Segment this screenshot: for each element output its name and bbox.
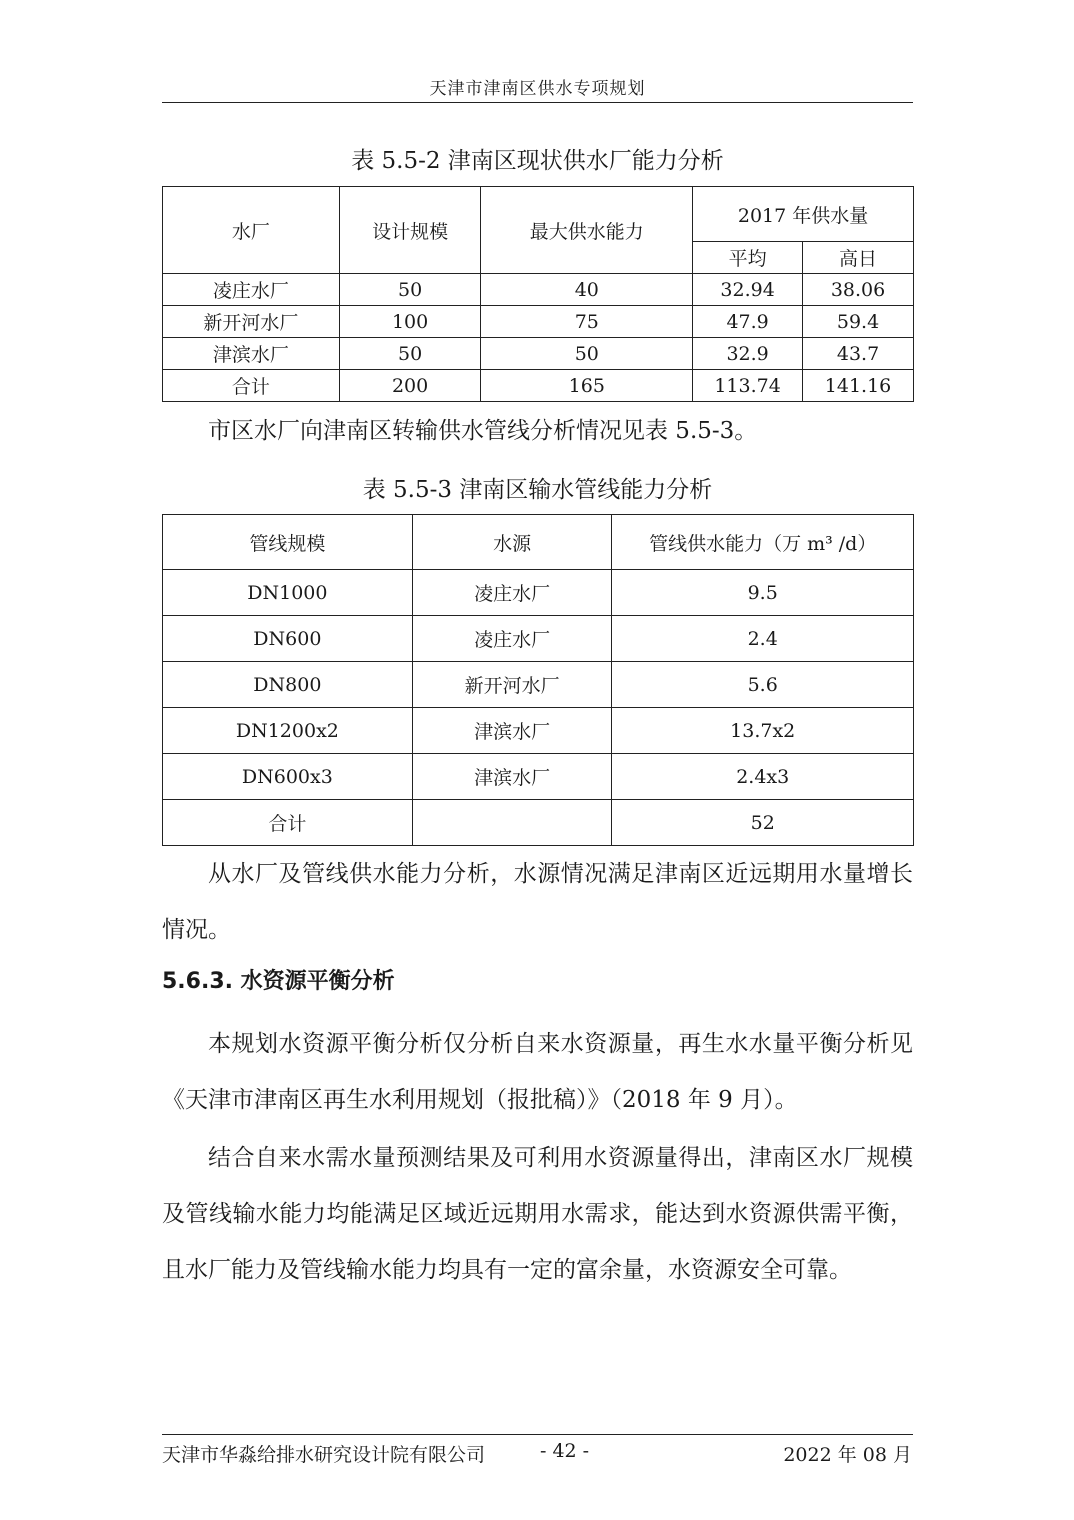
table-row [163,754,914,800]
header-max: 最大供水能力 [481,187,693,274]
table2-caption: 表 5.5-3 津南区输水管线能力分析 [362,477,713,503]
cell-pipe: DN1000 [163,570,413,616]
table-row [163,570,914,616]
cell-capacity: 13.7x2 [612,708,914,754]
header-peak: 高日 [803,242,914,274]
cell-source: 凌庄水厂 [412,570,612,616]
cell-max: 50 [481,338,693,370]
cell-pipe: 合计 [163,800,413,846]
cell-peak: 38.06 [803,274,914,306]
table-row-total [163,800,914,846]
header-avg: 平均 [693,242,803,274]
header-plant: 水厂 [163,187,340,274]
cell-avg: 113.74 [693,370,803,402]
cell-source [412,800,612,846]
pipeline-capacity-table [162,514,914,846]
header-capacity: 管线供水能力（万 m³ /d） [612,515,914,570]
cell-source: 津滨水厂 [412,754,612,800]
table-row [163,616,914,662]
cell-capacity: 9.5 [612,570,914,616]
cell-source: 新开河水厂 [412,662,612,708]
cell-pipe: DN800 [163,662,413,708]
paragraph-capacity-conclusion: 从水厂及管线供水能力分析，水源情况满足津南区近远期用水量增长情况。 [162,861,913,943]
footer-date: 2022 年 08 月 [783,1444,912,1466]
table1-caption: 表 5.5-2 津南区现状供水厂能力分析 [351,148,724,174]
header-design: 设计规模 [339,187,481,274]
table-row [163,662,914,708]
plant-capacity-table [162,186,914,402]
cell-pipe: DN600x3 [163,754,413,800]
cell-design: 100 [339,306,481,338]
cell-avg: 32.9 [693,338,803,370]
page-header: 天津市津南区供水专项规划 [429,79,646,99]
header-source: 水源 [412,515,612,570]
footer-divider [162,1434,913,1435]
cell-source: 津滨水厂 [412,708,612,754]
cell-design: 50 [339,338,481,370]
cell-plant: 津滨水厂 [163,338,340,370]
section-heading: 5.6.3. 水资源平衡分析 [162,969,395,994]
cell-capacity: 2.4 [612,616,914,662]
table-row [163,274,914,306]
cell-plant: 凌庄水厂 [163,274,340,306]
cell-capacity: 5.6 [612,662,914,708]
cell-capacity: 52 [612,800,914,846]
paragraph-balance-conclusion: 结合自来水需水量预测结果及可利用水资源量得出，津南区水厂规模及管线输水能力均能满足区域近远期用水需求，能达到水资源供需平衡，且水厂能力及管线输水能力均具有一定的富余量，水资源安全可靠。 [162,1145,913,1283]
cell-avg: 47.9 [693,306,803,338]
footer-page-number: - 42 - [540,1440,590,1462]
table-row [163,306,914,338]
cell-pipe: DN600 [163,616,413,662]
header-supply-2017: 2017 年供水量 [693,187,914,242]
cell-capacity: 2.4x3 [612,754,914,800]
table-row [163,708,914,754]
paragraph-transfer-intro: 市区水厂向津南区转输供水管线分析情况见表 5.5-3。 [208,418,758,444]
paragraph-balance-scope: 本规划水资源平衡分析仅分析自来水资源量，再生水水量平衡分析见《天津市津南区再生水利用规划（报批稿）》（2018 年 9 月）。 [162,1031,913,1113]
cell-design: 50 [339,274,481,306]
cell-design: 200 [339,370,481,402]
cell-avg: 32.94 [693,274,803,306]
cell-plant: 新开河水厂 [163,306,340,338]
cell-plant: 合计 [163,370,340,402]
cell-pipe: DN1200x2 [163,708,413,754]
cell-peak: 59.4 [803,306,914,338]
cell-peak: 141.16 [803,370,914,402]
table-row [163,338,914,370]
header-pipe: 管线规模 [163,515,413,570]
cell-max: 75 [481,306,693,338]
footer-company: 天津市华淼给排水研究设计院有限公司 [162,1444,486,1466]
cell-max: 165 [481,370,693,402]
cell-source: 凌庄水厂 [412,616,612,662]
cell-peak: 43.7 [803,338,914,370]
table-row-total [163,370,914,402]
cell-max: 40 [481,274,693,306]
header-divider [162,102,913,103]
